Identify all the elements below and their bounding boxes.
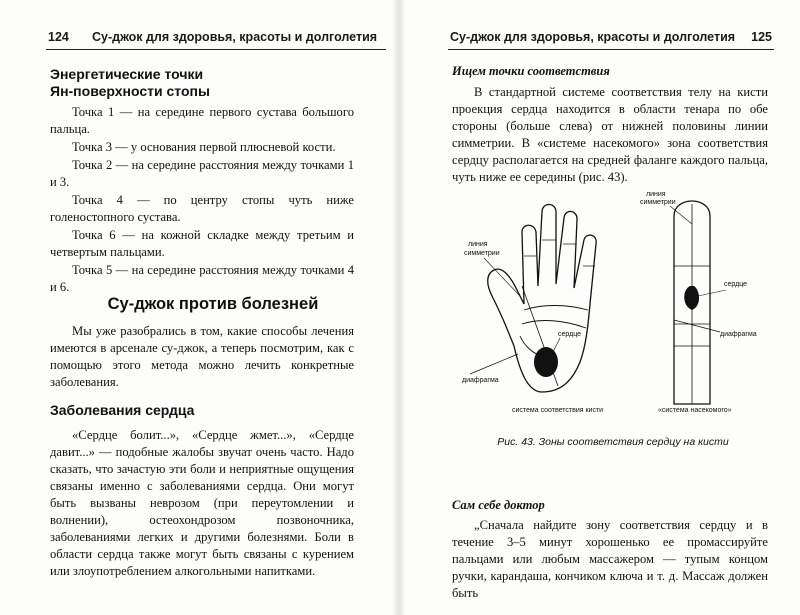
header-rule-right — [448, 49, 774, 50]
page-number-left: 124 — [48, 30, 69, 44]
hand-symmetry-label-2: симметрии — [464, 250, 500, 257]
subsection-body-text: «Сердце болит...», «Сердце жмет...», «Сердце давит...» — подобные жалобы звучат очень часто. Надо сказать, что зачастую эти боли и неприятные ощущения связаны именно с заболеваниями сердца. Они могут быть вызваны неврозом (при переутомлении и волнении), остеохондрозом позвоночника, заболеваниями легких и другими болезнями. Боли в области сердца также могут быть связаны с курением или злоупотреблением алкогольными напитками. — [50, 428, 354, 578]
finger-symmetry-label-1: линия — [646, 191, 666, 198]
points-heading-line2: Ян-поверхности стопы — [50, 83, 210, 99]
point-item: Точка 5 — на середине расстояния между точками 4 и 6. — [50, 263, 354, 294]
subsection-title: Заболевания сердца — [50, 402, 195, 418]
doctor-body-text: „Сначала найдите зону соответствия сердцу и в течение 3–5 минут хорошенько ее промассируйте пальцами или любым массажером — тупым концом ручки, карандаша, кончиком ключа и т. д. Массаж должен быть — [452, 518, 768, 600]
point-item: Точка 1 — на середине первого сустава большого пальца. — [50, 105, 354, 136]
section-intro-text: Мы уже разобрались в том, какие способы лечения имеются в арсенале су-джок, а теперь посмотрим, как с помощью этого метода можно лечить конкретные заболевания. — [50, 324, 354, 389]
hand-diaphragm-line — [470, 354, 518, 374]
figure-caption: Рис. 43. Зоны соответствия сердцу на кисти — [497, 436, 729, 448]
points-list — [50, 104, 354, 296]
doctor-heading: Сам себе доктор — [452, 498, 545, 512]
search-body — [452, 84, 768, 186]
figure-43 — [462, 186, 762, 416]
finger-diaphragm-line — [674, 320, 720, 332]
hand-heart-leader — [552, 338, 560, 354]
finger-diaphragm-label: диафрагма — [720, 331, 757, 338]
finger-symmetry-label-2: симметрии — [640, 199, 676, 206]
search-body-text: В стандартной системе соответствия телу на кисти проекция сердца находится в области тенара по обе стороны (больше слева) от нижней половины линии симметрии. В «системе насекомого» зона соответствия сердцу располагается на средней фаланге каждого пальца, чуть ниже ее середины (рис. 43). — [452, 85, 768, 184]
points-heading-line1: Энергетические точки — [50, 66, 204, 82]
points-heading — [50, 66, 370, 100]
hand-symmetry-label-1: линия — [468, 241, 488, 248]
search-heading: Ищем точки соответствия — [452, 64, 610, 78]
subsection-body — [50, 427, 354, 580]
running-head-right — [450, 30, 772, 46]
finger-heart-mark — [684, 286, 699, 310]
section-title: Су-джок против болезней — [107, 295, 319, 313]
hand-caption-label: система соответствия кисти — [512, 407, 604, 414]
point-item: Точка 4 — по центру стопы чуть ниже голеностопного сустава. — [50, 193, 354, 224]
point-item: Точка 6 — на кожной складке между третьим и четвертым пальцами. — [50, 228, 354, 259]
right-page — [398, 0, 800, 615]
finger-heart-label: сердце — [724, 281, 748, 288]
hand-heart-label: сердце — [558, 331, 582, 338]
running-title-right: Су-джок для здоровья, красоты и долголетия — [450, 30, 736, 44]
finger-caption-label: «система насекомого» — [658, 407, 732, 414]
page-number-right: 125 — [751, 30, 772, 44]
finger-heart-leader — [698, 290, 726, 296]
finger-symmetry-leader — [670, 206, 692, 224]
hand-diaphragm-label: диафрагма — [462, 377, 499, 384]
section-intro — [50, 323, 354, 391]
header-rule-left — [46, 49, 386, 50]
point-item: Точка 2 — на середине расстояния между точками 1 и 3. — [50, 158, 354, 189]
hand-heart-mark — [534, 347, 558, 377]
running-head-left — [48, 30, 384, 46]
running-title-left: Су-джок для здоровья, красоты и долголетия — [92, 30, 378, 44]
doctor-body — [452, 517, 768, 602]
left-page — [0, 0, 398, 615]
point-item: Точка 3 — у основания первой плюсневой кости. — [72, 140, 336, 154]
